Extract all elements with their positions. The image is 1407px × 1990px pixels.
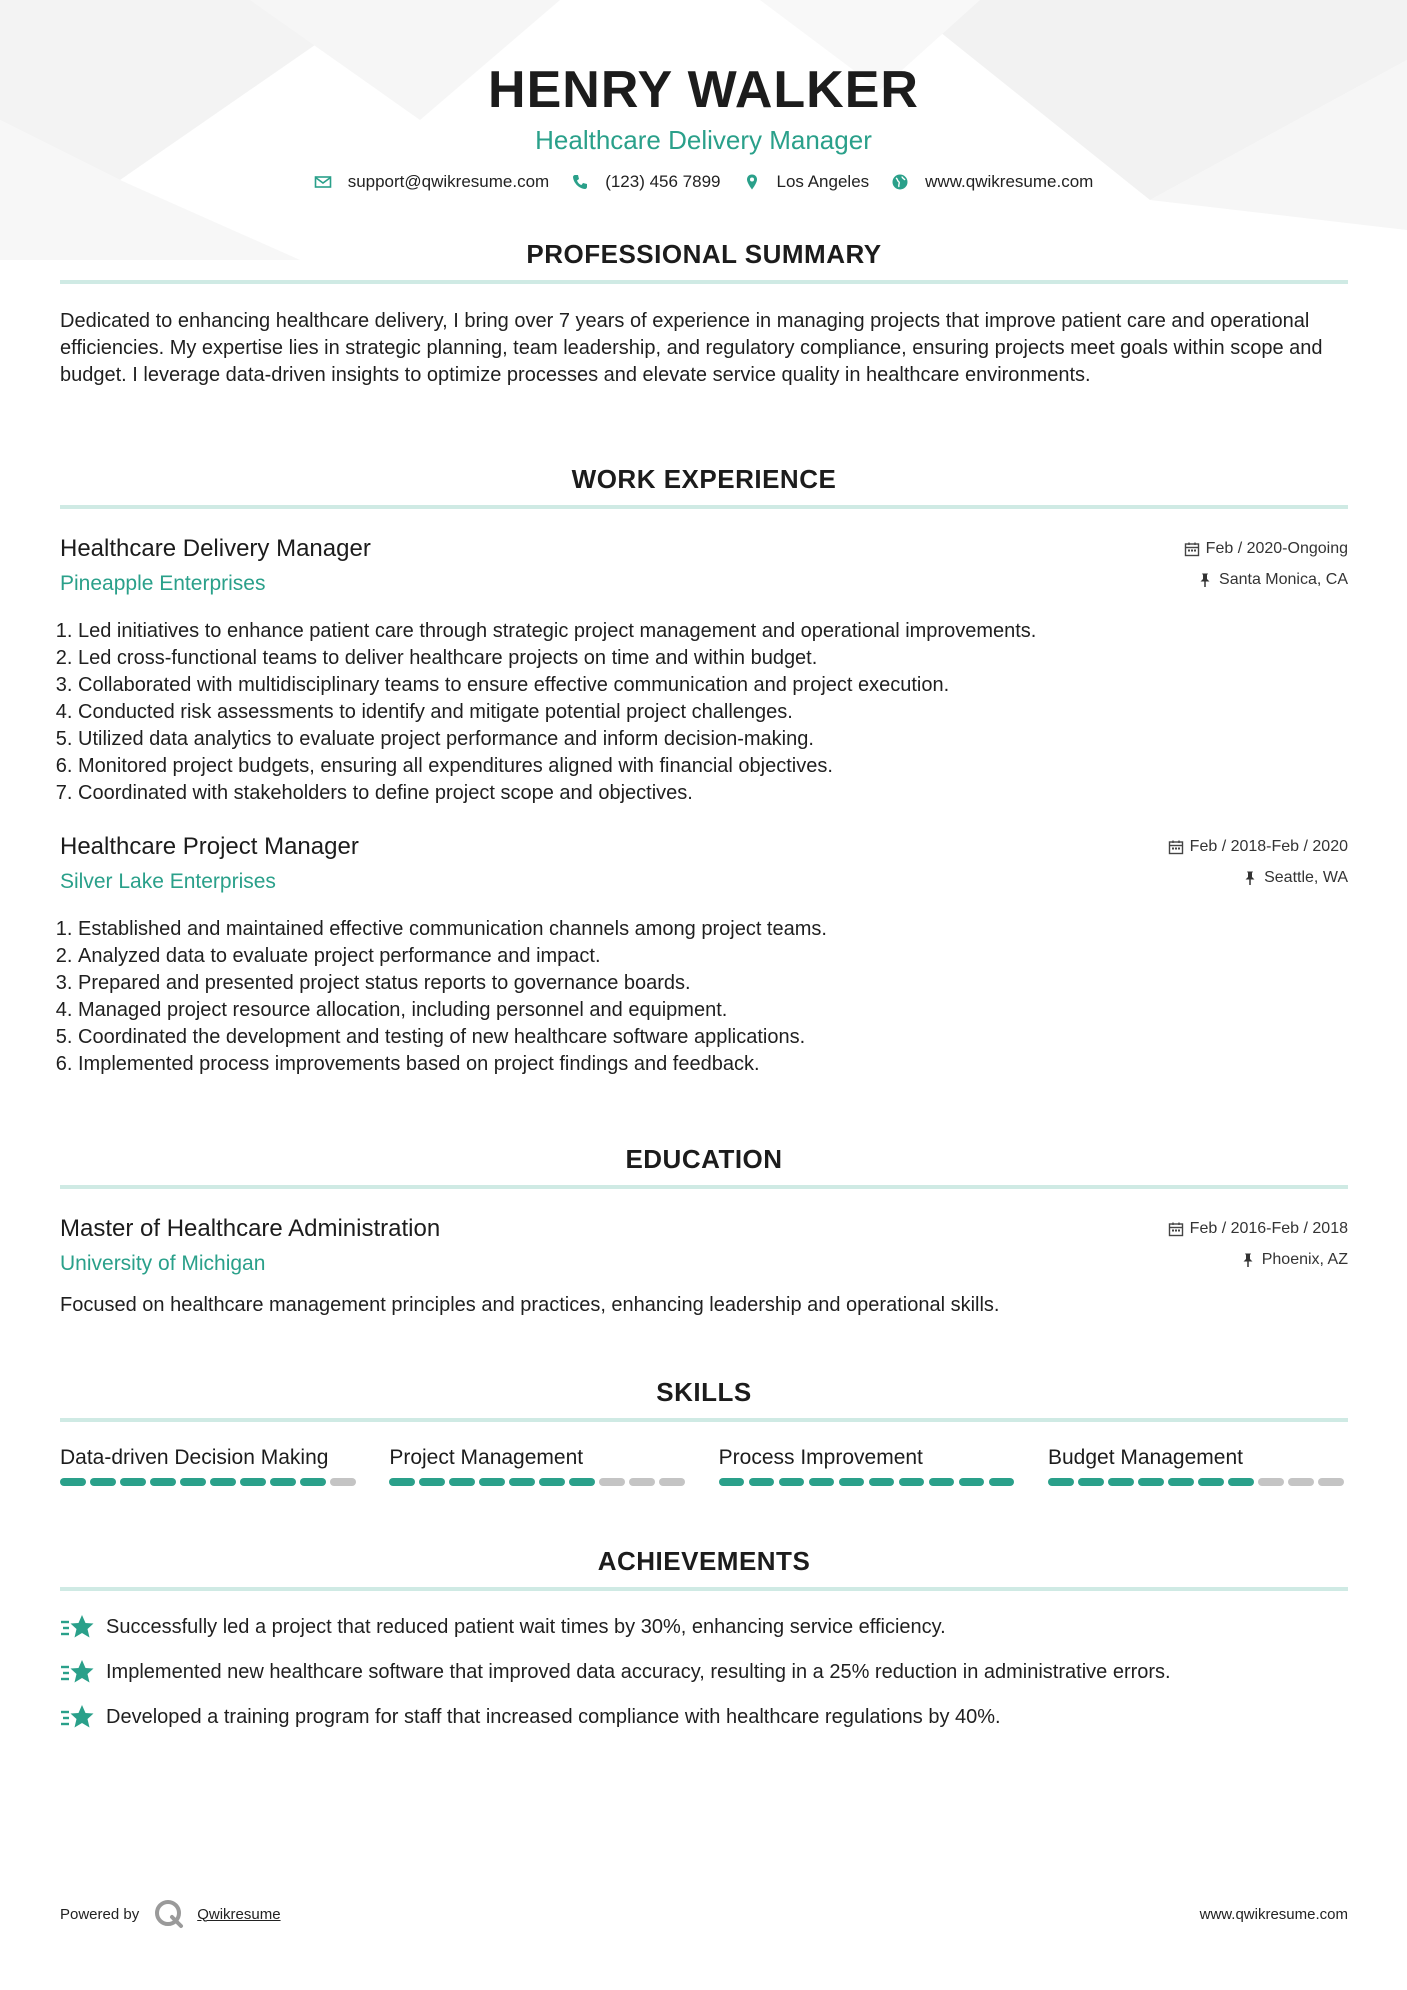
skill-dot-empty: [1258, 1478, 1284, 1486]
skill-dot-filled: [389, 1478, 415, 1486]
skill-level-meter: [719, 1478, 1019, 1486]
skill-dot-filled: [60, 1478, 86, 1486]
achievement-text: Developed a training program for staff that increased compliance with healthcare regulations by 40%.: [106, 1706, 1001, 1728]
skill-name: Budget Management: [1047, 1446, 1243, 1469]
skill-dot-empty: [330, 1478, 356, 1486]
section-divider: [60, 1185, 1348, 1189]
job-role: Healthcare Delivery Manager: [60, 535, 371, 562]
location-text: Los Angeles: [776, 172, 870, 191]
skill-dot-filled: [959, 1478, 985, 1486]
education-location: [1240, 1251, 1348, 1269]
summary-heading: PROFESSIONAL SUMMARY: [526, 239, 882, 269]
job-location: [1242, 869, 1348, 887]
map-pin-icon: [743, 173, 761, 191]
skill-name: Data-driven Decision Making: [60, 1446, 329, 1469]
skill-dot-filled: [210, 1478, 236, 1486]
achievement-text: Implemented new healthcare software that improved data accuracy, resulting in a 25% reduction in administrative errors.: [106, 1661, 1171, 1683]
envelope-icon: [314, 173, 332, 191]
list-item: 6. Implemented process improvements based on project findings and feedback.: [78, 1051, 1348, 1078]
skill-item: [60, 1444, 360, 1486]
achievement-text: Successfully led a project that reduced patient wait times by 30%, enhancing service efficiency.: [106, 1616, 946, 1638]
skill-dot-filled: [449, 1478, 475, 1486]
globe-icon: [891, 173, 909, 191]
phone-text: (123) 456 7899: [605, 172, 721, 191]
summary-section: [60, 236, 1348, 389]
job-dates-text: Feb / 2018-Feb / 2020: [1189, 838, 1348, 855]
skills-list: [60, 1444, 1348, 1486]
skill-dot-filled: [300, 1478, 326, 1486]
pushpin-icon: [1242, 870, 1258, 886]
list-item: 4. Managed project resource allocation, including personnel and equipment.: [78, 997, 1348, 1024]
job-company: Pineapple Enterprises: [60, 572, 266, 595]
job-role: Healthcare Project Manager: [60, 833, 359, 860]
list-item: 3. Collaborated with multidisciplinary teams to ensure effective communication and project execution.: [78, 672, 1348, 699]
contact-website[interactable]: [891, 172, 1093, 192]
skill-dot-empty: [1288, 1478, 1314, 1486]
education-location-text: Phoenix, AZ: [1261, 1251, 1348, 1268]
list-item: [60, 1695, 1348, 1740]
skill-dot-filled: [809, 1478, 835, 1486]
list-item: [60, 1605, 1348, 1650]
powered-by-label: Powered by: [60, 1905, 140, 1923]
skill-dot-filled: [90, 1478, 116, 1486]
experience-section: [60, 461, 1348, 1078]
job-company: Silver Lake Enterprises: [60, 870, 276, 893]
skill-dot-filled: [1048, 1478, 1074, 1486]
skill-dot-filled: [509, 1478, 535, 1486]
list-item: 2. Led cross-functional teams to deliver healthcare projects on time and within budget.: [78, 645, 1348, 672]
school-name: University of Michigan: [60, 1252, 266, 1275]
job-entry: [60, 832, 1348, 1078]
skill-dot-filled: [180, 1478, 206, 1486]
education-entry: [60, 1214, 1348, 1319]
section-divider: [60, 1418, 1348, 1422]
job-location-text: Santa Monica, CA: [1219, 571, 1348, 588]
achievements-section: [60, 1543, 1348, 1740]
skill-dot-filled: [779, 1478, 805, 1486]
job-dates-text: Feb / 2020-Ongoing: [1205, 540, 1348, 557]
achievements-heading: ACHIEVEMENTS: [597, 1546, 811, 1576]
achievements-list: [60, 1605, 1348, 1740]
skill-item: [719, 1444, 1019, 1486]
candidate-name: HENRY WALKER: [488, 61, 919, 119]
website-text: www.qwikresume.com: [925, 172, 1094, 191]
skill-name: Process Improvement: [718, 1446, 923, 1469]
skill-level-meter: [60, 1478, 360, 1486]
job-location-text: Seattle, WA: [1264, 869, 1348, 886]
contact-phone[interactable]: [571, 172, 720, 192]
skill-dot-filled: [539, 1478, 565, 1486]
list-item: 5. Utilized data analytics to evaluate project performance and inform decision-making.: [78, 726, 1348, 753]
list-item: 6. Monitored project budgets, ensuring all expenditures aligned with financial objectives.: [78, 753, 1348, 780]
skill-dot-empty: [599, 1478, 625, 1486]
skill-dot-filled: [839, 1478, 865, 1486]
job-bullets: [60, 618, 1348, 807]
education-description: Focused on healthcare management principles and practices, enhancing leadership and operational skills.: [60, 1294, 1000, 1316]
pushpin-icon: [1197, 572, 1213, 588]
skill-dot-filled: [240, 1478, 266, 1486]
skill-dot-filled: [120, 1478, 146, 1486]
skills-heading: SKILLS: [656, 1377, 752, 1407]
calendar-icon: [1168, 1221, 1184, 1237]
footer-branding: [60, 1898, 281, 1930]
skill-dot-filled: [1138, 1478, 1164, 1486]
shooting-star-icon: [60, 1703, 94, 1733]
skill-dot-filled: [1228, 1478, 1254, 1486]
qwikresume-logo-icon: [153, 1898, 185, 1930]
skill-dot-filled: [419, 1478, 445, 1486]
list-item: 3. Prepared and presented project status reports to governance boards.: [78, 970, 1348, 997]
list-item: 5. Coordinated the development and testing of new healthcare software applications.: [78, 1024, 1348, 1051]
skill-dot-filled: [1198, 1478, 1224, 1486]
skill-dot-filled: [749, 1478, 775, 1486]
skill-dot-empty: [1318, 1478, 1344, 1486]
education-heading: EDUCATION: [625, 1144, 783, 1174]
skill-dot-filled: [989, 1478, 1015, 1486]
skill-dot-filled: [869, 1478, 895, 1486]
skill-item: [389, 1444, 689, 1486]
education-dates: [1168, 1220, 1348, 1238]
skill-dot-filled: [479, 1478, 505, 1486]
contact-email[interactable]: [314, 172, 550, 192]
email-text: support@qwikresume.com: [347, 172, 550, 191]
job-entry: [60, 534, 1348, 807]
section-divider: [60, 1587, 1348, 1591]
skill-dot-filled: [1168, 1478, 1194, 1486]
skill-dot-filled: [929, 1478, 955, 1486]
skill-dot-filled: [899, 1478, 925, 1486]
list-item: 2. Analyzed data to evaluate project performance and impact.: [78, 943, 1348, 970]
contact-location: [743, 172, 870, 192]
skill-level-meter: [1048, 1478, 1348, 1486]
section-divider: [60, 505, 1348, 509]
job-dates: [1168, 838, 1348, 856]
education-dates-text: Feb / 2016-Feb / 2018: [1189, 1220, 1348, 1237]
list-item: 1. Established and maintained effective communication channels among project teams.: [78, 916, 1348, 943]
phone-icon: [571, 173, 589, 191]
skill-dot-empty: [659, 1478, 685, 1486]
degree-name: Master of Healthcare Administration: [60, 1215, 441, 1242]
skill-dot-filled: [1108, 1478, 1134, 1486]
pushpin-icon: [1240, 1252, 1256, 1268]
shooting-star-icon: [60, 1658, 94, 1688]
skill-item: [1048, 1444, 1348, 1486]
list-item: [60, 1650, 1348, 1695]
shooting-star-icon: [60, 1613, 94, 1643]
skills-section: [60, 1374, 1348, 1486]
skill-dot-empty: [629, 1478, 655, 1486]
skill-name: Project Management: [389, 1446, 584, 1469]
qwikresume-link[interactable]: Qwikresume: [197, 1905, 281, 1923]
section-divider: [60, 280, 1348, 284]
job-location: [1197, 571, 1348, 589]
job-dates: [1184, 540, 1348, 558]
contact-bar: [0, 172, 1407, 192]
summary-text: Dedicated to enhancing healthcare delivery, I bring over 7 years of experience in managing projects that improve patient care and operational efficiencies. My expertise lies in strategic planning, team leadership, and regulatory compliance, ensuring projects meet goals within scope and budget. I leverage data-driven insights to optimize processes and elevate service quality in healthcare environments.: [60, 310, 1323, 386]
list-item: 4. Conducted risk assessments to identify and mitigate potential project challenges.: [78, 699, 1348, 726]
experience-heading: WORK EXPERIENCE: [571, 464, 837, 494]
skill-dot-filled: [1078, 1478, 1104, 1486]
skill-level-meter: [389, 1478, 689, 1486]
list-item: 7. Coordinated with stakeholders to define project scope and objectives.: [78, 780, 1348, 807]
skill-dot-filled: [270, 1478, 296, 1486]
calendar-icon: [1168, 839, 1184, 855]
job-bullets: [60, 916, 1348, 1078]
footer-website-link[interactable]: www.qwikresume.com: [1199, 1906, 1348, 1923]
skill-dot-filled: [150, 1478, 176, 1486]
education-section: [60, 1141, 1348, 1319]
calendar-icon: [1184, 541, 1200, 557]
resume-header: [0, 58, 1407, 156]
candidate-title: Healthcare Delivery Manager: [535, 125, 872, 155]
list-item: 1. Led initiatives to enhance patient care through strategic project management and operational improvements.: [78, 618, 1348, 645]
skill-dot-filled: [719, 1478, 745, 1486]
skill-dot-filled: [569, 1478, 595, 1486]
